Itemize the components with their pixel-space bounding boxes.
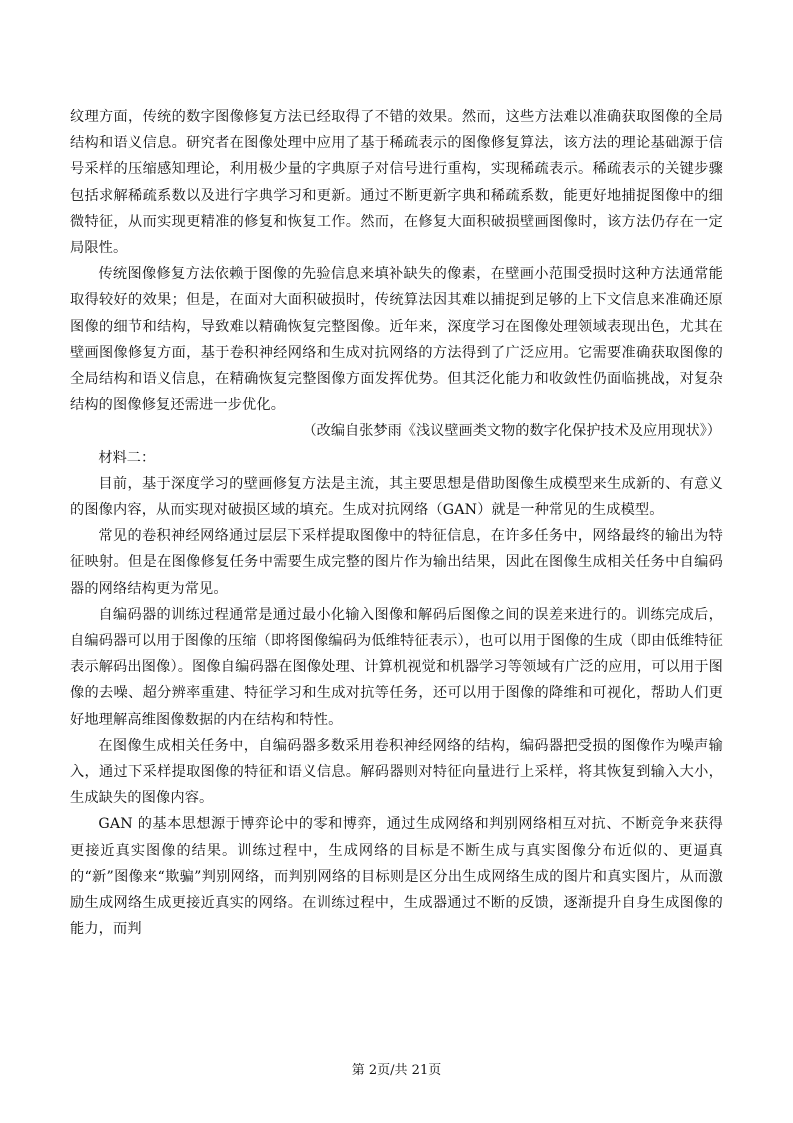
document-body: [70, 104, 723, 943]
paragraph: GAN 的基本思想源于博弈论中的零和博弈，通过生成网络和判别网络相互对抗、不断竞争来获得更接近真实图像的结果。训练过程中，生成网络的目标是不断生成与真实图像分布近似的、更逼真的“新”图像来“欺骗”判别网络，而判别网络的目标则是区分出生成网络生成的图片和真实图片，从而激励生成网络生成更接近真实的网络。在训练过程中，生成器通过不断的反馈，逐渐提升自身生成图像的能力，而判: [70, 816, 723, 938]
paragraph: 纹理方面，传统的数字图像修复方法已经取得了不错的效果。然而，这些方法难以准确获取图像的全局结构和语义信息。研究者在图像处理中应用了基于稀疏表示的图像修复算法，该方法的理论基础源于信号采样的压缩感知理论，利用极少量的字典原子对信号进行重构，实现稀疏表示。稀疏表示的关键步骤包括求解稀疏系数以及进行字典学习和更新。通过不断更新字典和稀疏系数，能更好地捕捉图像中的细微特征，从而实现更精准的修复和恢复工作。然而，在修复大面积破损壁画图像时，该方法仍存在一定局限性。: [70, 109, 723, 257]
source-citation: （改编自张梦雨《浅议壁画类文物的数字化保护技术及应用现状》）: [302, 423, 721, 440]
paragraph: 目前，基于深度学习的壁画修复方法是主流，其主要思想是借助图像生成模型来生成新的、有意义的图像内容，从而实现对破损区域的填充。生成对抗网络（GAN）就是一种常见的生成模型。: [70, 475, 723, 519]
paragraph: 常见的卷积神经网络通过层层下采样提取图像中的特征信息，在许多任务中，网络最终的输出为特征映射。但是在图像修复任务中需要生成完整的图片作为输出结果，因此在图像生成相关任务中自编码器的网络结构更为常见。: [70, 528, 723, 597]
paragraph: 在图像生成相关任务中，自编码器多数采用卷积神经网络的结构，编码器把受损的图像作为噪声输入，通过下采样提取图像的特征和语义信息。解码器则对特征向量进行上采样，将其恢复到输入大小，生成缺失的图像内容。: [70, 737, 723, 807]
paragraph: 传统图像修复方法依赖于图像的先验信息来填补缺失的像素，在壁画小范围受损时这种方法通常能取得较好的效果；但是，在面对大面积破损时，传统算法因其难以捕捉到足够的上下文信息来准确还原图像的细节和结构，导致难以精确恢复完整图像。近年来，深度学习在图像处理领域表现出色，尤其在壁画图像修复方面，基于卷积神经网络和生成对抗网络的方法得到了广泛应用。它需要准确获取图像的全局结构和语义信息，在精确恢复完整图像方面发挥优势。但其泛化能力和收敛性仍面临挑战，对复杂结构的图像修复还需进一步优化。: [70, 266, 723, 414]
page-number: 第 2页/共 21页: [351, 1063, 442, 1078]
section-heading: 材料二：: [98, 449, 156, 466]
paragraph: 自编码器的训练过程通常是通过最小化输入图像和解码后图像之间的误差来进行的。训练完成后，自编码器可以用于图像的压缩（即将图像编码为低维特征表示），也可以用于图像的生成（即由低维特征表示解码出图像）。图像自编码器在图像处理、计算机视觉和机器学习等领域有广泛的应用，可以用于图像的去噪、超分辨率重建、特征学习和生成对抗等任务，还可以用于图像的降维和可视化，帮助人们更好地理解高维图像数据的内在结构和特性。: [70, 606, 723, 728]
